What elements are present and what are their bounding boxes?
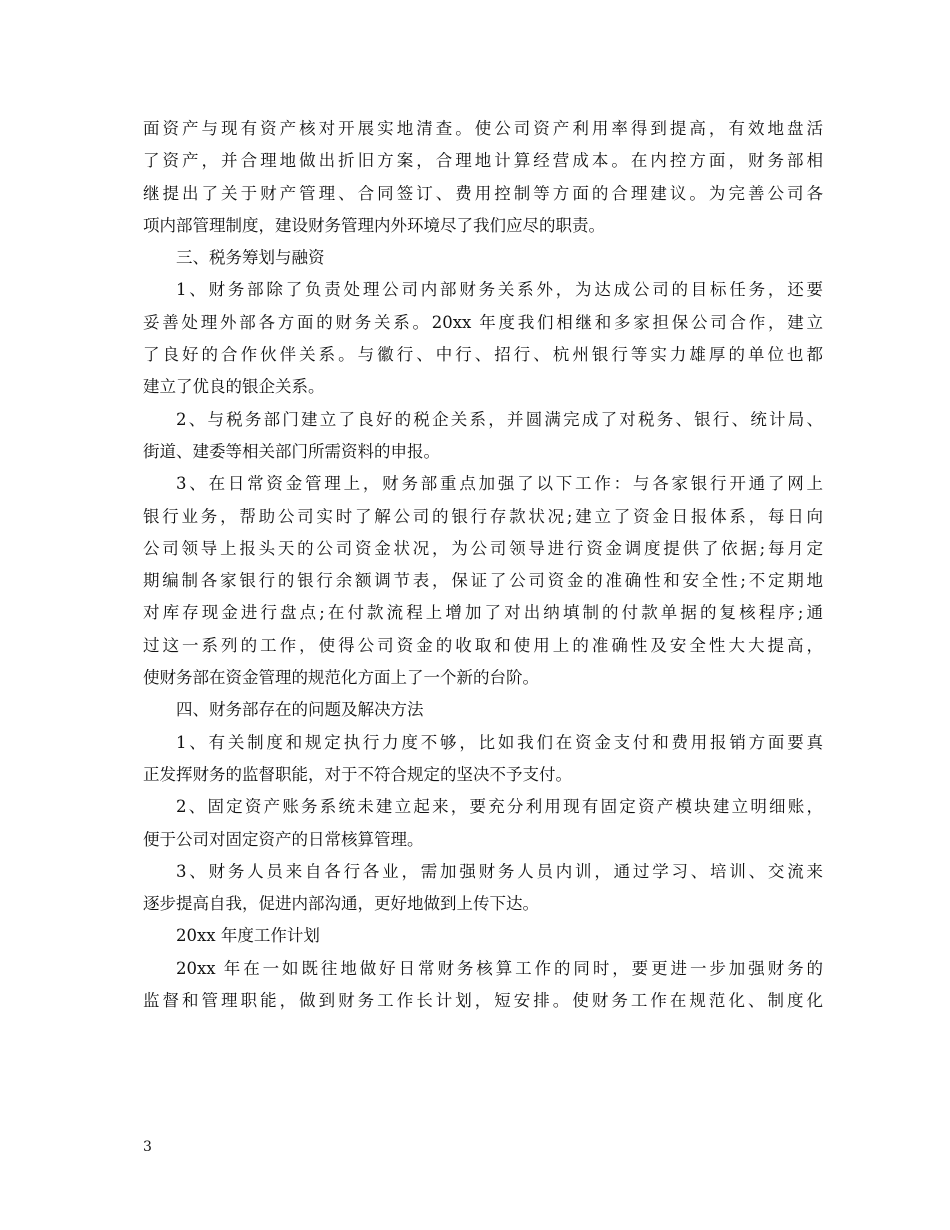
text-line: 20xx 年在一如既往地做好日常财务核算工作的同时，要更进一步加强财务的: [176, 958, 823, 978]
text-line: 2、固定资产账务系统未建立起来，要充分利用现有固定资产模块建立明细账，: [176, 797, 823, 817]
text-line: 使财务部在资金管理的规范化方面上了一个新的台阶。: [143, 668, 539, 688]
text-line: 3、在日常资金管理上，财务部重点加强了以下工作：与各家银行开通了网上: [176, 474, 823, 494]
text-line: 正发挥财务的监督职能，对于不符合规定的坚决不予支付。: [143, 764, 572, 784]
text-line: 继提出了关于财产管理、合同签订、费用控制等方面的合理建议。为完善公司各: [143, 183, 823, 203]
text-line: 对库存现金进行盘点;在付款流程上增加了对出纳填制的付款单据的复核程序;通: [143, 603, 823, 623]
text-line: 面资产与现有资产核对开展实地清查。使公司资产利用率得到提高，有效地盘活: [143, 119, 823, 138]
text-line: 1、财务部除了负责处理公司内部财务关系外，为达成公司的目标任务，还要: [176, 280, 823, 300]
text-line: 3、财务人员来自各行各业，需加强财务人员内训，通过学习、培训、交流来: [176, 861, 823, 881]
text-line: 20xx 年度工作计划: [176, 926, 320, 946]
text-line: 了资产，并合理地做出折旧方案，合理地计算经营成本。在内控方面，财务部相: [143, 151, 823, 171]
text-line: 三、税务筹划与融资: [176, 248, 325, 268]
text-line: 公司领导上报头天的公司资金状况，为公司领导进行资金调度提供了依据;每月定: [143, 538, 823, 558]
text-line: 建立了优良的银企关系。: [143, 377, 325, 397]
page-number: 3: [143, 1139, 152, 1155]
text-line: 四、财务部存在的问题及解决方法: [176, 700, 424, 720]
text-line: 监督和管理职能，做到财务工作长计划，短安排。使财务工作在规范化、制度化: [143, 991, 823, 1011]
text-line: 妥善处理外部各方面的财务关系。20xx 年度我们相继和多家担保公司合作，建立: [143, 312, 823, 332]
text-line: 了良好的合作伙伴关系。与徽行、中行、招行、杭州银行等实力雄厚的单位也都: [143, 345, 823, 365]
text-line: 逐步提高自我，促进内部沟通，更好地做到上传下达。: [143, 894, 539, 914]
text-line: 银行业务，帮助公司实时了解公司的银行存款状况;建立了资金日报体系，每日向: [143, 506, 823, 526]
text-line: 期编制各家银行的银行余额调节表，保证了公司资金的准确性和安全性;不定期地: [143, 571, 823, 591]
text-line: 1、有关制度和规定执行力度不够，比如我们在资金支付和费用报销方面要真: [176, 732, 823, 752]
document-body: [143, 113, 823, 1017]
text-line: 2、与税务部门建立了良好的税企关系，并圆满完成了对税务、银行、统计局、: [176, 409, 823, 429]
text-line: 便于公司对固定资产的日常核算管理。: [143, 829, 424, 849]
text-line: 项内部管理制度，建设财务管理内外环境尽了我们应尽的职责。: [143, 215, 605, 235]
text-line: 过这一系列的工作，使得公司资金的收取和使用上的准确性及安全性大大提高，: [143, 635, 823, 655]
text-line: 街道、建委等相关部门所需资料的申报。: [143, 441, 440, 461]
